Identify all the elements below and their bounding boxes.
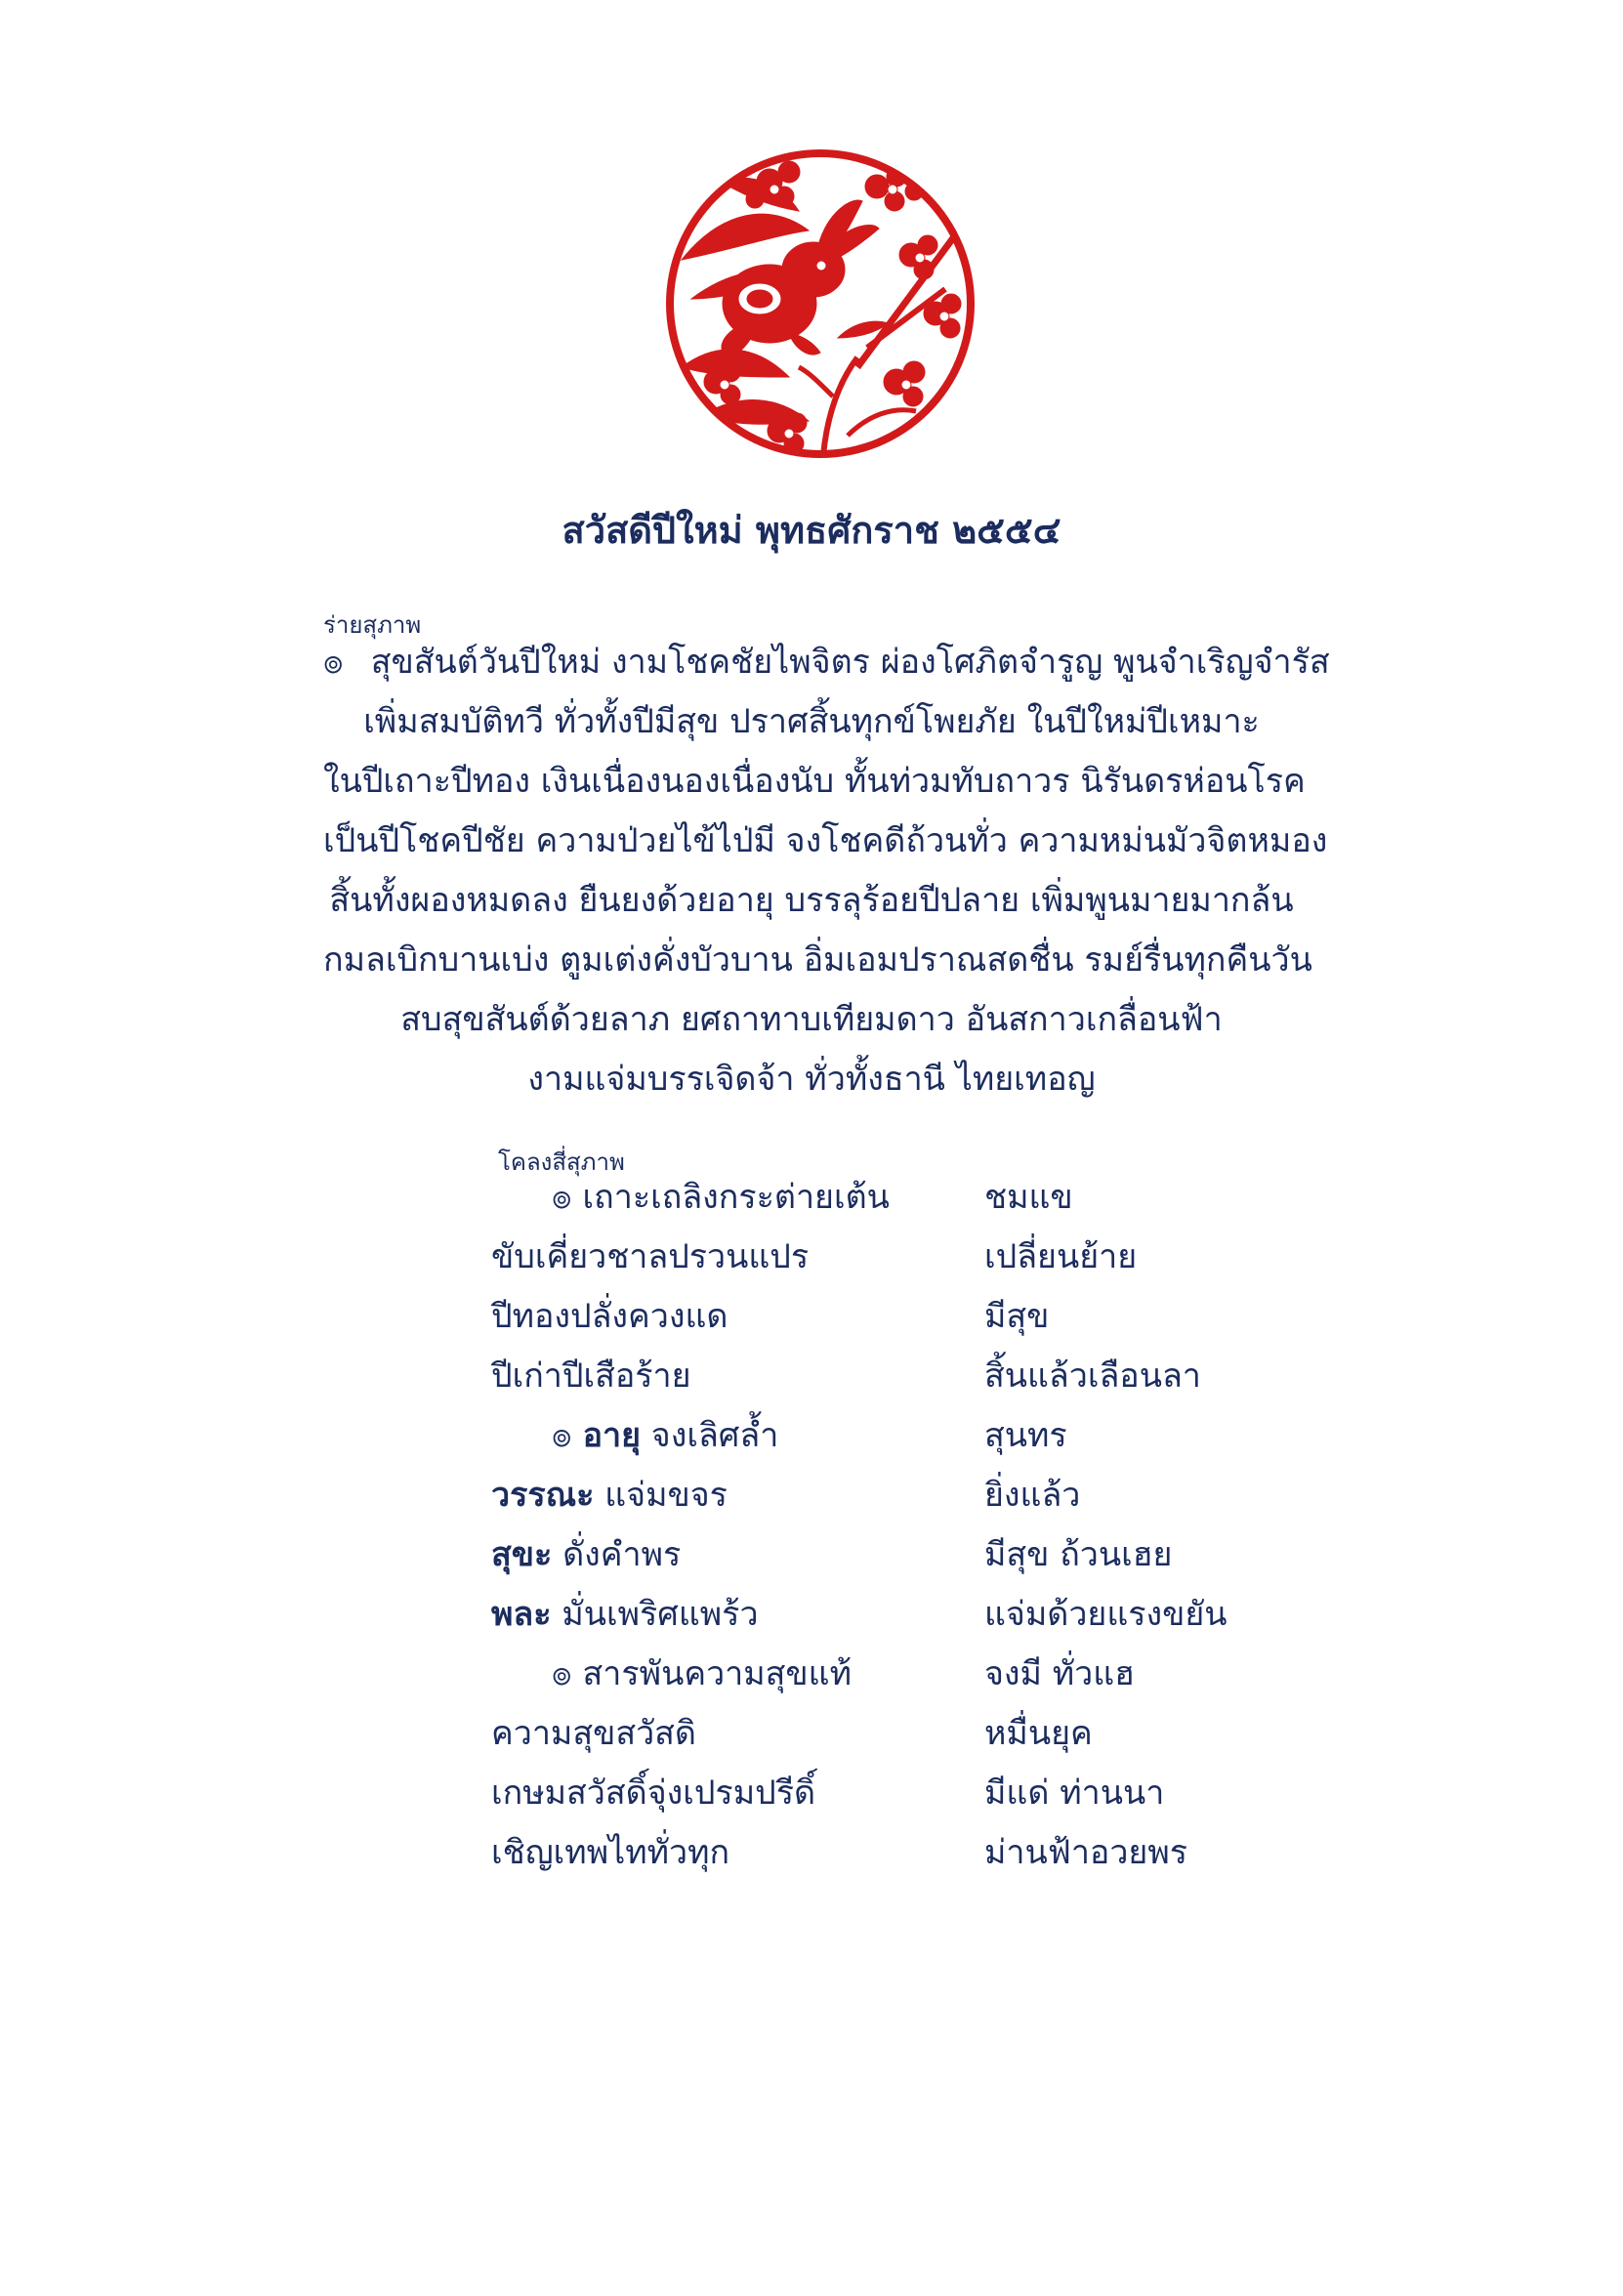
verse-row: [491, 1168, 1272, 1228]
verse-row: [491, 1228, 1272, 1287]
verse-row: [491, 1347, 1272, 1406]
poem-line: ๏ สุขสันต์วันปีใหม่ งามโชคชัยไพจิตร ผ่องโศภิตจำรูญ พูนจำเริญจำรัส: [323, 633, 1300, 692]
verse-right: แจ่มด้วยแรงขยัน: [984, 1595, 1228, 1634]
poem-line: ในปีเถาะปีทอง เงินเนื่องนองเนื่องนับ ทั้นท่วมทับถาวร นิรันดรห่อนโรค: [323, 762, 1306, 801]
verse-row: [491, 1645, 1272, 1704]
verse-right: จงมี ทั่วแฮ: [984, 1654, 1135, 1693]
virtue-word: พละ: [491, 1595, 552, 1634]
poem-line: สบสุขสันต์ด้วยลาภ ยศถาทาบเทียมดาว อันสกาวเกลื่อนฟ้า: [400, 1000, 1223, 1039]
poem-line: เพิ่มสมบัติทวี ทั่วทั้งปีมีสุข ปราศสิ้นทุกข์โพยภัย ในปีใหม่ปีเหมาะ: [363, 702, 1260, 741]
poem-section-label: ร่ายสุภาพ: [323, 611, 422, 639]
poem-line: กมลเบิกบานเบ่ง ตูมเต่งคั่งบัวบาน อิ่มเอมปราณสดชื่น รมย์รื่นทุกคืนวัน: [323, 940, 1312, 980]
verse-right: มีสุข ถ้วนเฮย: [984, 1535, 1173, 1574]
verse-left: ปีเก่าปีเสือร้าย: [491, 1357, 691, 1396]
virtue-word: วรรณะ: [491, 1476, 595, 1515]
verse-left: ๏ สารพันความสุขแท้: [552, 1654, 852, 1693]
verse-right: ชมแข: [984, 1178, 1073, 1217]
verse-right: สุนทร: [984, 1416, 1067, 1455]
verse-row: [491, 1406, 1272, 1466]
verse-row: [491, 1466, 1272, 1525]
verse-right: มีแด่ ท่านนา: [984, 1774, 1165, 1813]
virtue-word: อายุ: [582, 1416, 641, 1455]
verse-left: ความสุขสวัสดิ: [491, 1714, 697, 1753]
poem-bullet: ๏: [323, 643, 344, 682]
verse-left: สุขะ ดั่งคำพร: [491, 1535, 682, 1574]
verse-row: [491, 1764, 1272, 1823]
klong-section-label: โคลงสี่สุภาพ: [498, 1148, 625, 1176]
poem-line: สิ้นทั้งผองหมดลง ยืนยงด้วยอายุ บรรลุร้อยปีปลาย เพิ่มพูนมายมากล้น: [329, 881, 1294, 920]
verse-row: [491, 1585, 1272, 1645]
page-title: สวัสดีปีใหม่ พุทธศักราช ๒๕๕๔: [562, 508, 1061, 552]
verse-left: เกษมสวัสดิ์จุ่งเปรมปรีดิ์: [491, 1774, 816, 1813]
verse-row: [491, 1704, 1272, 1764]
verse-left: วรรณะ แจ่มขจร: [491, 1476, 728, 1515]
rabbit-papercut-seal-icon: [662, 143, 979, 465]
verse-right: หมื่นยุค: [984, 1714, 1093, 1753]
verse-left: ขับเคี่ยวชาลปรวนแปร: [491, 1237, 810, 1276]
verse-left: พละ มั่นเพริศแพร้ว: [491, 1595, 759, 1634]
verse-left: ๏ เถาะเถลิงกระต่ายเต้น: [552, 1178, 890, 1217]
verse-right: ยิ่งแล้ว: [984, 1476, 1081, 1515]
verse-left: ๏ อายุ จงเลิศล้ำ: [552, 1416, 779, 1455]
rai-poem: [323, 633, 1330, 1109]
verse-right: สิ้นแล้วเลือนลา: [984, 1357, 1201, 1396]
klong-poem: [491, 1168, 1272, 1883]
verse-right: มีสุข: [984, 1297, 1050, 1336]
verse-right: ม่านฟ้าอวยพร: [984, 1833, 1188, 1872]
poem-line: งามแจ่มบรรเจิดจ้า ทั่วทั้งธานี ไทยเทอญ: [527, 1060, 1096, 1099]
virtue-word: สุขะ: [491, 1535, 553, 1574]
verse-left: เชิญเทพไททั่วทุก: [491, 1833, 730, 1872]
verse-left: ปีทองปลั่งควงแด: [491, 1297, 728, 1336]
verse-right: เปลี่ยนย้าย: [984, 1237, 1138, 1276]
verse-row: [491, 1525, 1272, 1585]
verse-row: [491, 1823, 1272, 1883]
poem-line: เป็นปีโชคปีชัย ความป่วยไข้ไป่มี จงโชคดีถ้วนทั่ว ความหม่นมัวจิตหมอง: [323, 821, 1328, 860]
verse-row: [491, 1287, 1272, 1347]
